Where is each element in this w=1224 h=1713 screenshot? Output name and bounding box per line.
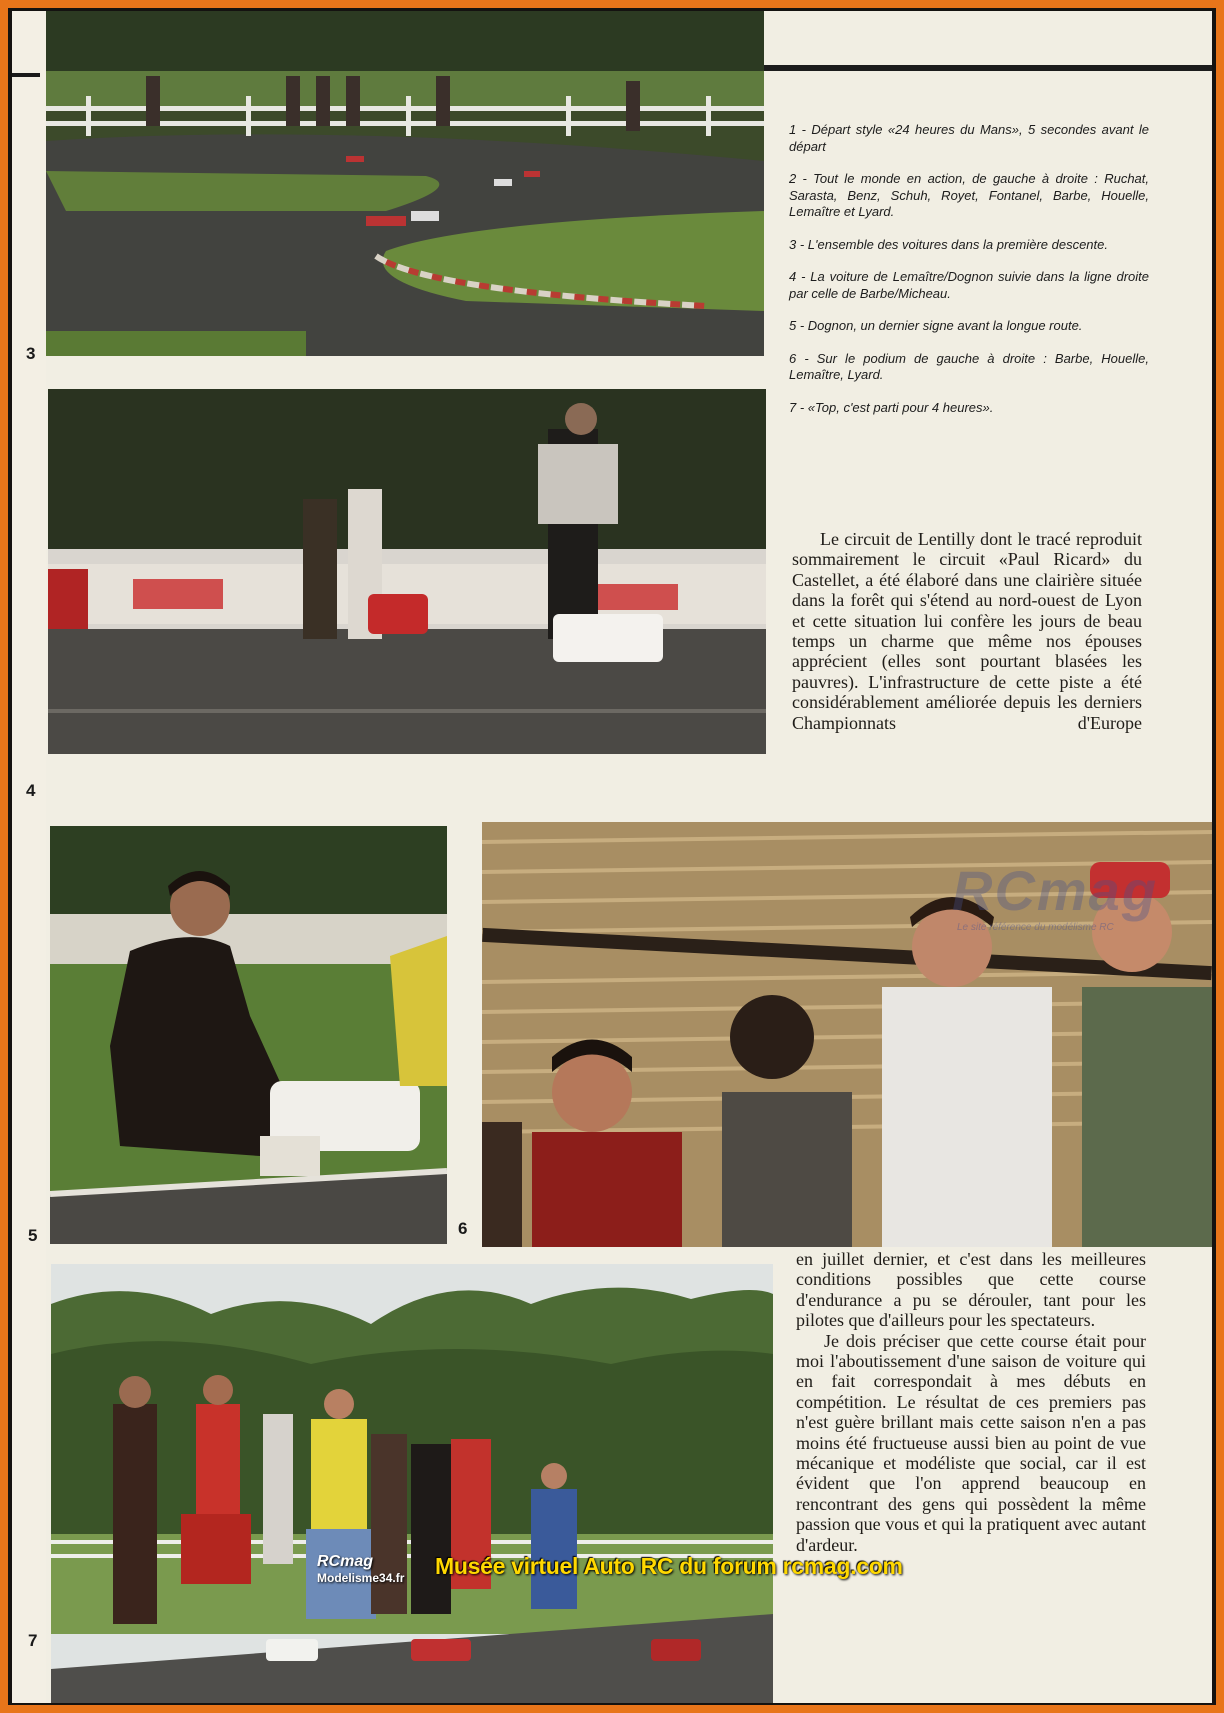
footer-logo-sub: Modelisme34.fr [317,1571,405,1585]
photo-captions [789,122,1149,432]
article-paragraph: Le circuit de Lentilly dont le tracé reproduit sommairement le circuit «Paul Ricard» du Castellet, a été élaboré dans une clairière située dans la forêt qui s'étend au nord-ouest de Lyon et cette situation lui confère les jours de beau temps un charme que même nos épouses apprécient (elles sont pourtant blasées les pauvres). L'infrastructure de cette piste a été considérablement améliorée depuis les derniers Championnats d'Europe [792,529,1142,733]
photo-5-kneeling-driver [50,826,447,1244]
footer-text: Musée virtuel Auto RC du forum rcmag.com [435,1553,903,1579]
watermark-subtitle: Le site référence du modélisme RC [957,922,1114,933]
article-column-bottom [796,1249,1146,1555]
caption-7: 7 - «Top, c'est parti pour 4 heures». [789,399,994,415]
footer-banner [317,1551,937,1585]
caption-3: 3 - L'ensemble des voitures dans la première descente. [789,236,1108,252]
caption-1: 1 - Départ style «24 heures du Mans», 5 secondes avant le départ [789,122,1149,154]
header-rule [762,65,1212,71]
left-margin [12,11,46,1703]
watermark-logo: RCmag [952,859,1159,922]
footer-logo: RCmag [317,1553,374,1570]
photo-number: 6 [458,1219,468,1238]
photo-4-straight [48,389,766,754]
caption-4: 4 - La voiture de Lemaître/Dognon suivie dans la ligne droite par celle de Barbe/Micheau. [789,269,1149,301]
caption-2: 2 - Tout le monde en action, de gauche à droite : Ruchat, Sarasta, Benz, Schuh, Royet, Fontanel, Barbe, Houelle, Lemaître et Lyard. [789,171,1149,219]
photo-6-podium [482,822,1212,1247]
photo-number: 7 [28,1631,38,1650]
margin-mark [12,73,40,77]
photo-number: 5 [28,1226,38,1245]
caption-5: 5 - Dognon, un dernier signe avant la longue route. [789,318,1083,333]
article-column-top [792,529,1142,733]
photo-7-start-group [51,1264,773,1703]
photo-number: 4 [26,781,36,800]
photo-3-track-curve [46,11,764,356]
article-paragraph: Je dois préciser que cette course était pour moi l'aboutissement d'une saison de voiture qui en fait correspondait à mes débuts en compétition. Le résultat de ces premiers pas n'est guère brillant mais cette saison n'en a pas moins été fructueuse aussi bien au point de vue mécanique et modéliste que social, car il est évident que l'on apprend beaucoup en rencontrant des gens qui possèdent la même passion que vous et qui la pratiquent avec autant d'ardeur. [796,1330,1146,1555]
photo-number: 3 [26,344,36,363]
magazine-page [12,11,1212,1703]
caption-6: 6 - Sur le podium de gauche à droite : Barbe, Houelle, Lemaître, Lyard. [789,350,1149,382]
article-paragraph: en juillet dernier, et c'est dans les meilleures conditions possibles que cette course d'endurance a pu se dérouler, tant pour les pilotes que d'ailleurs pour les spectateurs. [796,1249,1146,1331]
